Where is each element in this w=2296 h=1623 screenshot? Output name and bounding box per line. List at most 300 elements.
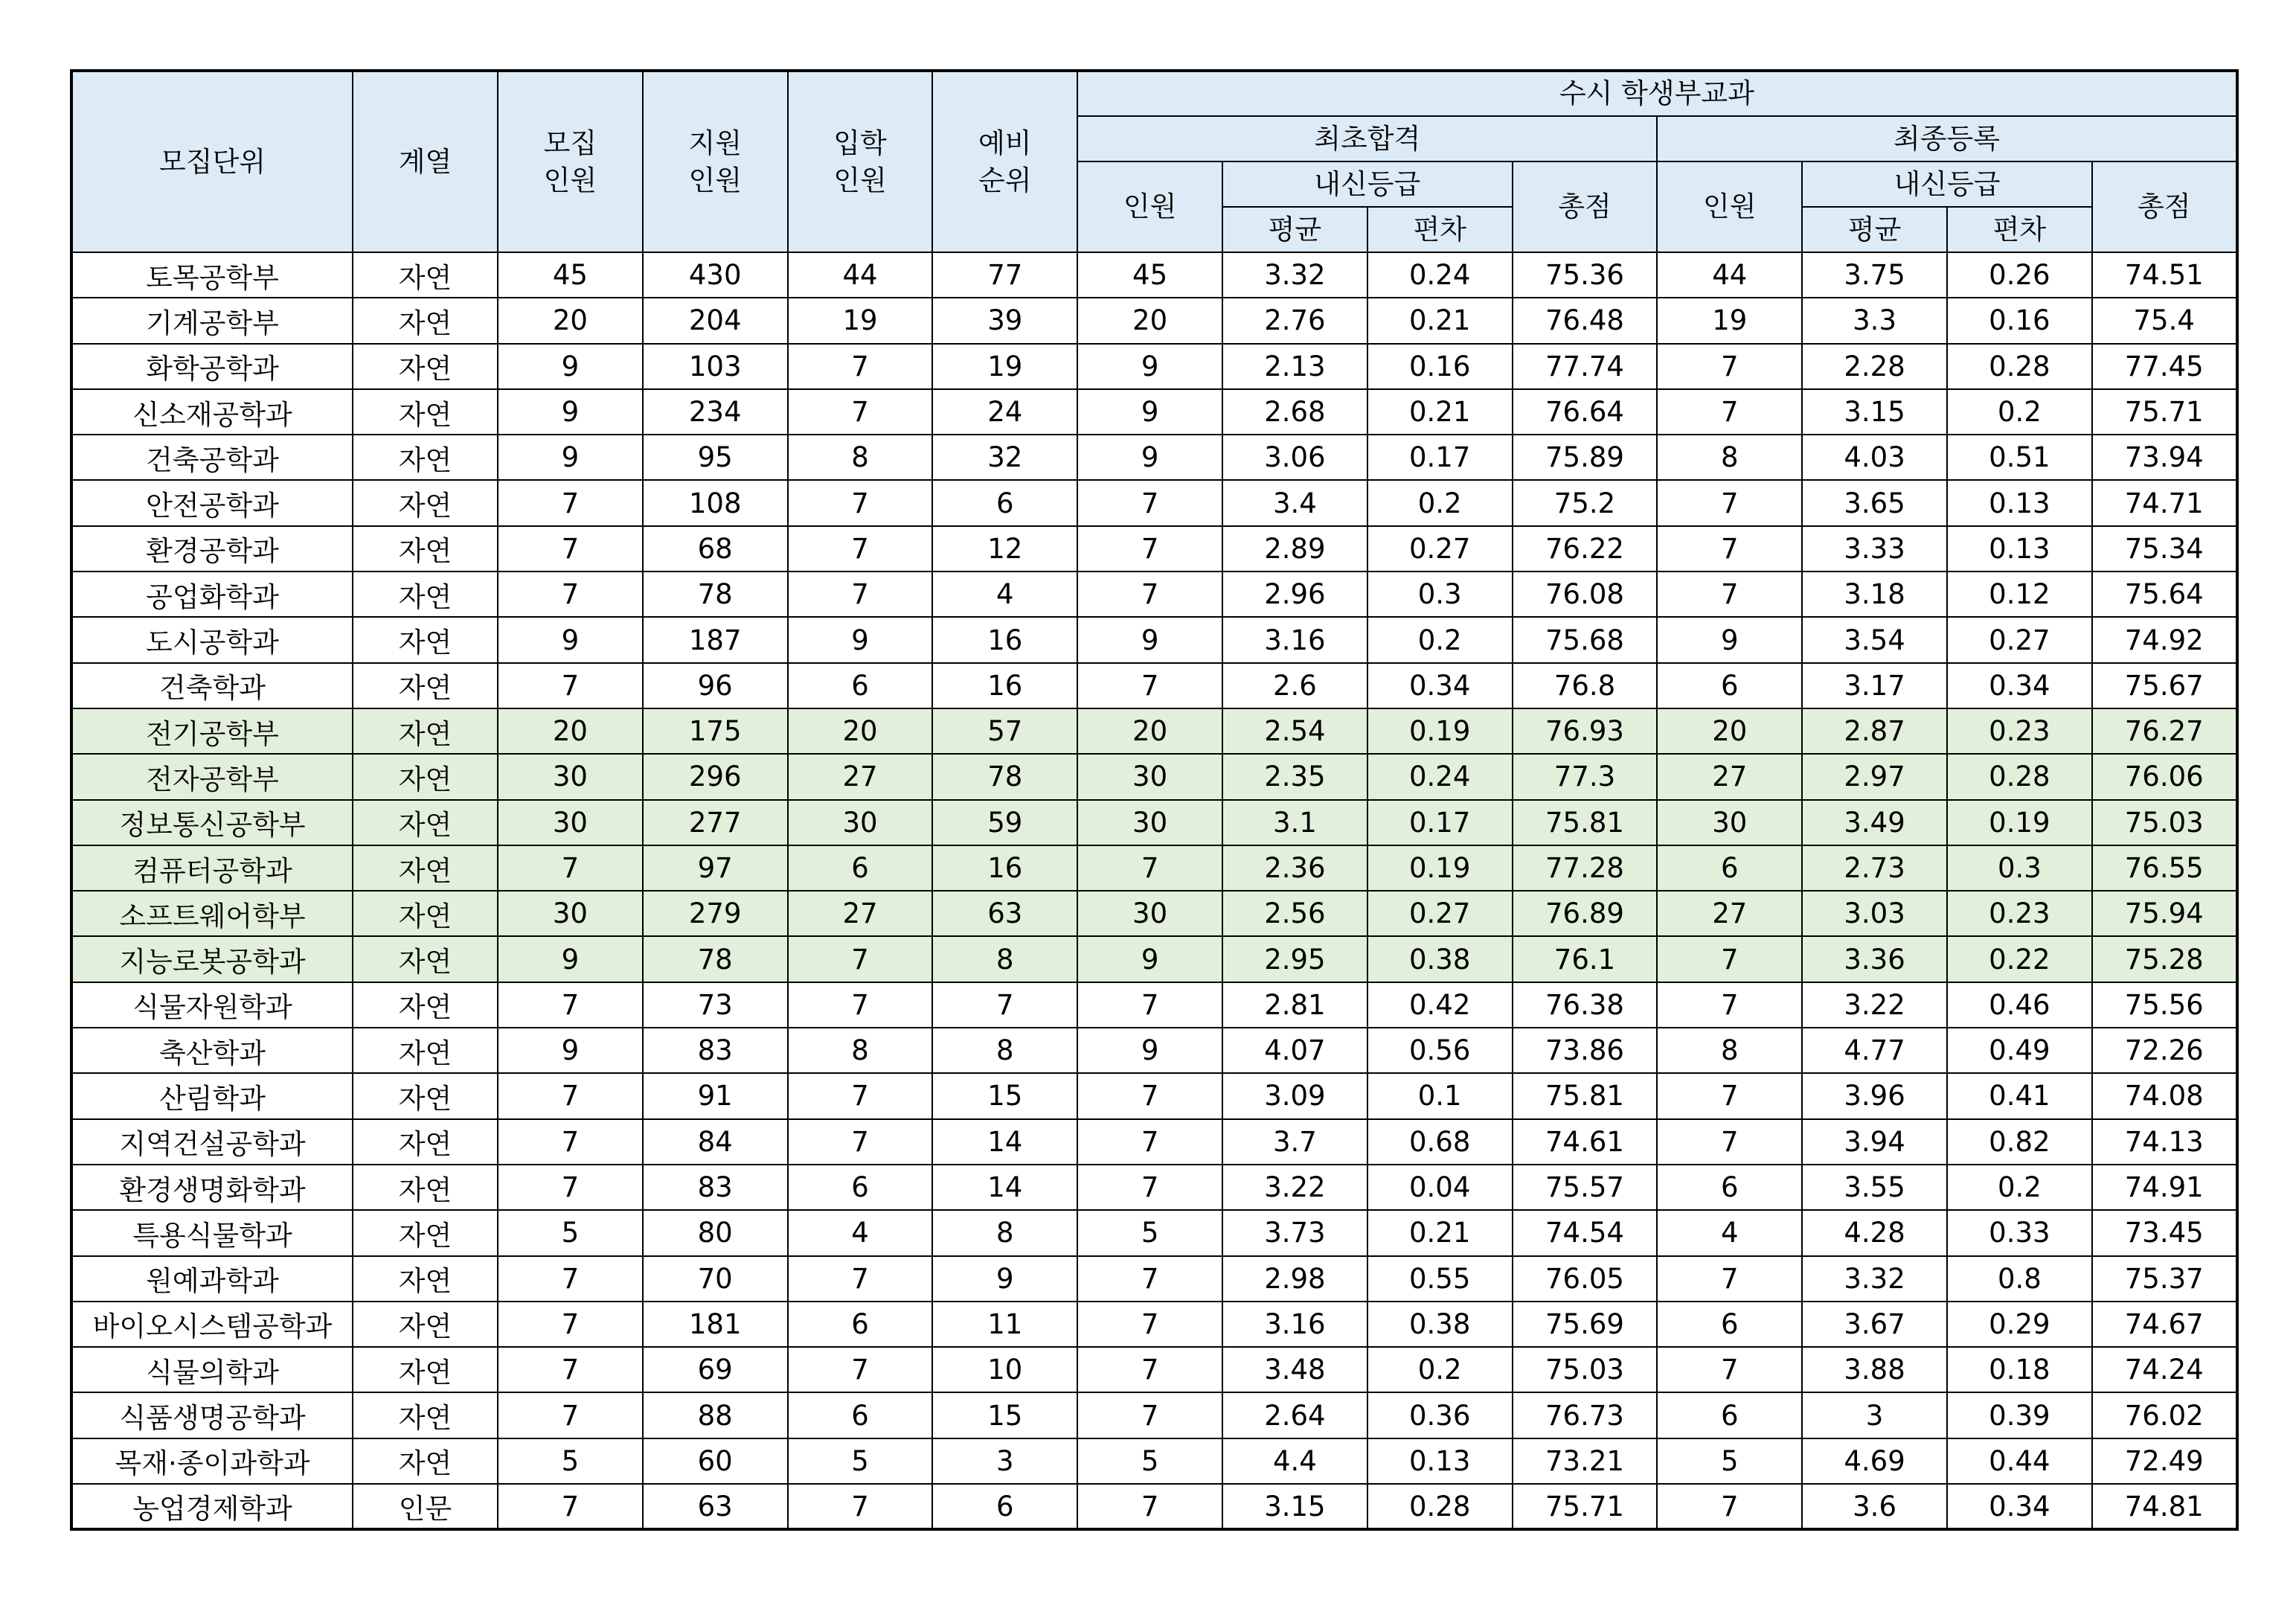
cell-admitted: 7 [788, 1256, 933, 1302]
cell-applicants: 80 [643, 1210, 788, 1255]
cell-final-total: 74.51 [2092, 252, 2237, 298]
cell-quota: 9 [498, 389, 643, 435]
cell-track: 자연 [353, 298, 498, 343]
cell-first-avg: 4.07 [1222, 1028, 1367, 1073]
cell-waitlist: 16 [932, 663, 1077, 708]
table-row [71, 435, 2237, 480]
cell-final-dev: 0.44 [1947, 1438, 2092, 1484]
cell-final-dev: 0.29 [1947, 1302, 2092, 1347]
cell-admitted: 27 [788, 891, 933, 936]
cell-first-avg: 3.15 [1222, 1484, 1367, 1529]
cell-first-avg: 3.32 [1222, 252, 1367, 298]
admission-results-page [70, 69, 2232, 1531]
cell-track: 자연 [353, 1438, 498, 1484]
cell-quota: 20 [498, 298, 643, 343]
cell-final-avg: 3.17 [1802, 663, 1947, 708]
header-admitted-line1: 입학 [833, 127, 887, 159]
table-row [71, 572, 2237, 617]
cell-track: 자연 [353, 252, 498, 298]
cell-final-total: 75.56 [2092, 982, 2237, 1028]
cell-track: 자연 [353, 526, 498, 572]
table-row [71, 1484, 2237, 1529]
cell-first-avg: 3.09 [1222, 1073, 1367, 1118]
cell-waitlist: 8 [932, 936, 1077, 982]
cell-quota: 9 [498, 344, 643, 389]
cell-final-dev: 0.49 [1947, 1028, 2092, 1073]
cell-unit: 건축학과 [71, 663, 353, 708]
cell-final-count: 7 [1657, 1256, 1802, 1302]
header-first-grade: 내신등급 [1222, 161, 1513, 207]
cell-final-dev: 0.27 [1947, 617, 2092, 662]
cell-first-count: 20 [1077, 708, 1222, 754]
cell-admitted: 6 [788, 1165, 933, 1210]
cell-first-avg: 4.4 [1222, 1438, 1367, 1484]
header-group: 수시 학생부교과 [1077, 71, 2236, 116]
cell-final-total: 74.08 [2092, 1073, 2237, 1118]
cell-first-dev: 0.27 [1367, 526, 1513, 572]
cell-quota: 7 [498, 1302, 643, 1347]
cell-applicants: 78 [643, 572, 788, 617]
cell-first-count: 30 [1077, 891, 1222, 936]
cell-first-count: 7 [1077, 663, 1222, 708]
cell-waitlist: 57 [932, 708, 1077, 754]
cell-unit: 식품생명공학과 [71, 1392, 353, 1438]
header-first-avg: 평균 [1222, 207, 1367, 252]
cell-waitlist: 14 [932, 1165, 1077, 1210]
cell-final-dev: 0.41 [1947, 1073, 2092, 1118]
cell-quota: 7 [498, 1347, 643, 1392]
header-first-pass: 최초합격 [1077, 116, 1657, 161]
cell-applicants: 97 [643, 845, 788, 891]
cell-admitted: 6 [788, 845, 933, 891]
cell-track: 자연 [353, 936, 498, 982]
cell-first-avg: 3.73 [1222, 1210, 1367, 1255]
cell-waitlist: 11 [932, 1302, 1077, 1347]
cell-first-total: 74.54 [1513, 1210, 1658, 1255]
cell-applicants: 70 [643, 1256, 788, 1302]
cell-track: 자연 [353, 1347, 498, 1392]
cell-final-dev: 0.13 [1947, 526, 2092, 572]
table-row [71, 800, 2237, 845]
table-row [71, 754, 2237, 799]
cell-first-dev: 0.56 [1367, 1028, 1513, 1073]
table-row [71, 389, 2237, 435]
cell-first-total: 75.68 [1513, 617, 1658, 662]
cell-applicants: 204 [643, 298, 788, 343]
cell-first-total: 76.73 [1513, 1392, 1658, 1438]
cell-first-dev: 0.2 [1367, 1347, 1513, 1392]
cell-unit: 바이오시스템공학과 [71, 1302, 353, 1347]
cell-quota: 7 [498, 1119, 643, 1165]
cell-final-count: 27 [1657, 891, 1802, 936]
cell-first-dev: 0.19 [1367, 845, 1513, 891]
table-row [71, 1165, 2237, 1210]
cell-track: 자연 [353, 891, 498, 936]
header-first-count: 인원 [1077, 161, 1222, 252]
cell-applicants: 279 [643, 891, 788, 936]
cell-final-avg: 4.03 [1802, 435, 1947, 480]
cell-unit: 기계공학부 [71, 298, 353, 343]
table-row [71, 1028, 2237, 1073]
cell-unit: 식물자원학과 [71, 982, 353, 1028]
cell-first-dev: 0.3 [1367, 572, 1513, 617]
cell-first-dev: 0.2 [1367, 480, 1513, 525]
cell-first-dev: 0.1 [1367, 1073, 1513, 1118]
cell-first-avg: 3.06 [1222, 435, 1367, 480]
cell-final-count: 8 [1657, 435, 1802, 480]
cell-final-dev: 0.51 [1947, 435, 2092, 480]
cell-final-total: 75.94 [2092, 891, 2237, 936]
cell-admitted: 7 [788, 344, 933, 389]
cell-waitlist: 77 [932, 252, 1077, 298]
cell-unit: 전기공학부 [71, 708, 353, 754]
cell-final-dev: 0.16 [1947, 298, 2092, 343]
cell-first-dev: 0.04 [1367, 1165, 1513, 1210]
cell-final-count: 6 [1657, 1165, 1802, 1210]
cell-unit: 지능로봇공학과 [71, 936, 353, 982]
cell-final-count: 7 [1657, 1119, 1802, 1165]
cell-track: 자연 [353, 1028, 498, 1073]
cell-final-count: 7 [1657, 936, 1802, 982]
cell-first-count: 7 [1077, 572, 1222, 617]
header-final-total: 총점 [2092, 161, 2237, 252]
cell-final-total: 73.45 [2092, 1210, 2237, 1255]
header-admitted-line2: 인원 [833, 164, 887, 196]
cell-unit: 건축공학과 [71, 435, 353, 480]
cell-final-count: 19 [1657, 298, 1802, 343]
table-row [71, 1210, 2237, 1255]
cell-final-total: 75.03 [2092, 800, 2237, 845]
table-row [71, 1302, 2237, 1347]
table-body [71, 252, 2237, 1529]
cell-final-count: 7 [1657, 1484, 1802, 1529]
cell-final-total: 72.26 [2092, 1028, 2237, 1073]
cell-final-count: 6 [1657, 1302, 1802, 1347]
cell-first-dev: 0.42 [1367, 982, 1513, 1028]
table-row [71, 480, 2237, 525]
cell-quota: 7 [498, 1165, 643, 1210]
cell-first-total: 77.74 [1513, 344, 1658, 389]
cell-first-avg: 2.81 [1222, 982, 1367, 1028]
cell-first-total: 74.61 [1513, 1119, 1658, 1165]
cell-applicants: 88 [643, 1392, 788, 1438]
cell-final-total: 75.4 [2092, 298, 2237, 343]
table-row [71, 845, 2237, 891]
cell-first-count: 7 [1077, 526, 1222, 572]
cell-first-count: 9 [1077, 617, 1222, 662]
table-row [71, 1256, 2237, 1302]
cell-quota: 7 [498, 663, 643, 708]
cell-final-count: 4 [1657, 1210, 1802, 1255]
cell-track: 자연 [353, 1210, 498, 1255]
cell-first-avg: 3.16 [1222, 1302, 1367, 1347]
cell-quota: 9 [498, 936, 643, 982]
cell-waitlist: 32 [932, 435, 1077, 480]
cell-first-avg: 2.36 [1222, 845, 1367, 891]
cell-unit: 정보통신공학부 [71, 800, 353, 845]
cell-final-count: 7 [1657, 526, 1802, 572]
cell-final-count: 7 [1657, 344, 1802, 389]
cell-final-dev: 0.13 [1947, 480, 2092, 525]
cell-final-dev: 0.39 [1947, 1392, 2092, 1438]
cell-first-total: 76.1 [1513, 936, 1658, 982]
cell-first-total: 76.64 [1513, 389, 1658, 435]
cell-final-avg: 2.73 [1802, 845, 1947, 891]
cell-final-total: 75.71 [2092, 389, 2237, 435]
cell-first-avg: 3.22 [1222, 1165, 1367, 1210]
cell-final-count: 6 [1657, 663, 1802, 708]
cell-waitlist: 16 [932, 617, 1077, 662]
cell-final-dev: 0.82 [1947, 1119, 2092, 1165]
cell-waitlist: 14 [932, 1119, 1077, 1165]
cell-waitlist: 10 [932, 1347, 1077, 1392]
cell-first-count: 5 [1077, 1210, 1222, 1255]
cell-final-dev: 0.22 [1947, 936, 2092, 982]
cell-unit: 목재·종이과학과 [71, 1438, 353, 1484]
cell-admitted: 6 [788, 1302, 933, 1347]
cell-first-dev: 0.21 [1367, 298, 1513, 343]
cell-quota: 7 [498, 526, 643, 572]
cell-waitlist: 24 [932, 389, 1077, 435]
cell-applicants: 103 [643, 344, 788, 389]
cell-final-dev: 0.2 [1947, 389, 2092, 435]
table-row [71, 1392, 2237, 1438]
header-first-total: 총점 [1513, 161, 1658, 252]
header-waitlist [932, 71, 1077, 252]
cell-final-dev: 0.12 [1947, 572, 2092, 617]
cell-unit: 소프트웨어학부 [71, 891, 353, 936]
cell-quota: 7 [498, 1256, 643, 1302]
table-row [71, 1347, 2237, 1392]
cell-first-total: 76.48 [1513, 298, 1658, 343]
cell-first-avg: 2.6 [1222, 663, 1367, 708]
cell-admitted: 4 [788, 1210, 933, 1255]
cell-final-avg: 3.32 [1802, 1256, 1947, 1302]
cell-first-avg: 2.76 [1222, 298, 1367, 343]
cell-admitted: 6 [788, 1392, 933, 1438]
cell-admitted: 8 [788, 1028, 933, 1073]
cell-applicants: 277 [643, 800, 788, 845]
cell-applicants: 108 [643, 480, 788, 525]
cell-waitlist: 9 [932, 1256, 1077, 1302]
cell-first-dev: 0.24 [1367, 754, 1513, 799]
cell-first-dev: 0.16 [1367, 344, 1513, 389]
cell-first-dev: 0.55 [1367, 1256, 1513, 1302]
table-row [71, 1119, 2237, 1165]
cell-first-total: 77.3 [1513, 754, 1658, 799]
cell-final-dev: 0.28 [1947, 344, 2092, 389]
cell-first-count: 7 [1077, 845, 1222, 891]
cell-unit: 공업화학과 [71, 572, 353, 617]
cell-unit: 축산학과 [71, 1028, 353, 1073]
table-row [71, 891, 2237, 936]
cell-applicants: 84 [643, 1119, 788, 1165]
cell-final-avg: 3.49 [1802, 800, 1947, 845]
cell-admitted: 20 [788, 708, 933, 754]
cell-waitlist: 78 [932, 754, 1077, 799]
header-quota [498, 71, 643, 252]
cell-first-dev: 0.13 [1367, 1438, 1513, 1484]
cell-final-avg: 3.3 [1802, 298, 1947, 343]
cell-final-avg: 3.65 [1802, 480, 1947, 525]
header-applicants-line1: 지원 [688, 127, 742, 159]
cell-applicants: 430 [643, 252, 788, 298]
cell-unit: 컴퓨터공학과 [71, 845, 353, 891]
cell-first-total: 76.05 [1513, 1256, 1658, 1302]
cell-final-avg: 4.77 [1802, 1028, 1947, 1073]
cell-final-avg: 3.18 [1802, 572, 1947, 617]
cell-first-avg: 2.35 [1222, 754, 1367, 799]
table-header [71, 71, 2237, 252]
cell-final-avg: 3.54 [1802, 617, 1947, 662]
table-row [71, 663, 2237, 708]
cell-admitted: 27 [788, 754, 933, 799]
cell-unit: 농업경제학과 [71, 1484, 353, 1529]
cell-final-avg: 4.28 [1802, 1210, 1947, 1255]
cell-final-total: 73.94 [2092, 435, 2237, 480]
table-row [71, 617, 2237, 662]
cell-first-count: 5 [1077, 1438, 1222, 1484]
cell-first-avg: 3.16 [1222, 617, 1367, 662]
cell-track: 자연 [353, 435, 498, 480]
cell-final-total: 77.45 [2092, 344, 2237, 389]
cell-unit: 신소재공학과 [71, 389, 353, 435]
cell-final-dev: 0.28 [1947, 754, 2092, 799]
cell-first-count: 7 [1077, 1302, 1222, 1347]
cell-first-count: 9 [1077, 435, 1222, 480]
cell-admitted: 6 [788, 663, 933, 708]
cell-first-avg: 2.96 [1222, 572, 1367, 617]
cell-admitted: 7 [788, 572, 933, 617]
cell-final-total: 75.64 [2092, 572, 2237, 617]
cell-final-count: 8 [1657, 1028, 1802, 1073]
cell-final-dev: 0.23 [1947, 891, 2092, 936]
cell-admitted: 7 [788, 982, 933, 1028]
cell-first-avg: 2.13 [1222, 344, 1367, 389]
cell-final-dev: 0.26 [1947, 252, 2092, 298]
cell-first-total: 75.81 [1513, 800, 1658, 845]
cell-track: 자연 [353, 800, 498, 845]
cell-final-total: 74.92 [2092, 617, 2237, 662]
cell-first-count: 9 [1077, 1028, 1222, 1073]
cell-waitlist: 3 [932, 1438, 1077, 1484]
header-waitlist-line1: 예비 [978, 127, 1032, 159]
cell-first-avg: 2.95 [1222, 936, 1367, 982]
cell-final-avg: 3.75 [1802, 252, 1947, 298]
cell-applicants: 181 [643, 1302, 788, 1347]
cell-unit: 화학공학과 [71, 344, 353, 389]
cell-first-count: 9 [1077, 389, 1222, 435]
cell-final-avg: 3.96 [1802, 1073, 1947, 1118]
cell-final-avg: 3.6 [1802, 1484, 1947, 1529]
cell-first-total: 75.81 [1513, 1073, 1658, 1118]
cell-final-total: 75.28 [2092, 936, 2237, 982]
cell-final-dev: 0.8 [1947, 1256, 2092, 1302]
cell-first-avg: 3.48 [1222, 1347, 1367, 1392]
cell-final-total: 76.06 [2092, 754, 2237, 799]
cell-admitted: 7 [788, 1484, 933, 1529]
cell-first-dev: 0.2 [1367, 617, 1513, 662]
cell-first-count: 9 [1077, 344, 1222, 389]
cell-applicants: 296 [643, 754, 788, 799]
cell-first-count: 30 [1077, 754, 1222, 799]
table-row [71, 708, 2237, 754]
cell-final-dev: 0.19 [1947, 800, 2092, 845]
cell-track: 자연 [353, 480, 498, 525]
cell-admitted: 8 [788, 435, 933, 480]
cell-first-avg: 2.98 [1222, 1256, 1367, 1302]
cell-first-avg: 2.54 [1222, 708, 1367, 754]
cell-track: 자연 [353, 1165, 498, 1210]
table-row [71, 1073, 2237, 1118]
cell-quota: 7 [498, 480, 643, 525]
header-applicants [643, 71, 788, 252]
cell-admitted: 7 [788, 389, 933, 435]
cell-final-avg: 4.69 [1802, 1438, 1947, 1484]
cell-quota: 9 [498, 1028, 643, 1073]
cell-final-count: 7 [1657, 1073, 1802, 1118]
cell-first-count: 20 [1077, 298, 1222, 343]
cell-track: 자연 [353, 1392, 498, 1438]
cell-first-avg: 2.89 [1222, 526, 1367, 572]
cell-unit: 특용식물학과 [71, 1210, 353, 1255]
cell-first-dev: 0.38 [1367, 936, 1513, 982]
cell-final-avg: 3.36 [1802, 936, 1947, 982]
cell-first-total: 76.38 [1513, 982, 1658, 1028]
cell-first-dev: 0.17 [1367, 800, 1513, 845]
cell-waitlist: 15 [932, 1392, 1077, 1438]
cell-waitlist: 6 [932, 480, 1077, 525]
header-admitted [788, 71, 933, 252]
cell-waitlist: 6 [932, 1484, 1077, 1529]
cell-final-dev: 0.2 [1947, 1165, 2092, 1210]
cell-final-count: 9 [1657, 617, 1802, 662]
cell-final-count: 7 [1657, 982, 1802, 1028]
cell-first-dev: 0.17 [1367, 435, 1513, 480]
cell-admitted: 9 [788, 617, 933, 662]
cell-first-count: 45 [1077, 252, 1222, 298]
cell-track: 자연 [353, 1119, 498, 1165]
cell-track: 자연 [353, 1302, 498, 1347]
header-quota-line1: 모집 [543, 127, 597, 159]
cell-admitted: 7 [788, 1119, 933, 1165]
cell-final-dev: 0.3 [1947, 845, 2092, 891]
cell-first-total: 76.8 [1513, 663, 1658, 708]
cell-final-count: 7 [1657, 480, 1802, 525]
cell-final-avg: 3.15 [1802, 389, 1947, 435]
cell-admitted: 7 [788, 526, 933, 572]
cell-applicants: 68 [643, 526, 788, 572]
cell-final-dev: 0.46 [1947, 982, 2092, 1028]
cell-applicants: 78 [643, 936, 788, 982]
cell-quota: 45 [498, 252, 643, 298]
cell-first-avg: 3.1 [1222, 800, 1367, 845]
cell-first-avg: 3.4 [1222, 480, 1367, 525]
cell-final-total: 74.67 [2092, 1302, 2237, 1347]
cell-unit: 토목공학부 [71, 252, 353, 298]
cell-final-count: 27 [1657, 754, 1802, 799]
cell-track: 자연 [353, 845, 498, 891]
cell-waitlist: 4 [932, 572, 1077, 617]
cell-final-total: 76.02 [2092, 1392, 2237, 1438]
cell-applicants: 83 [643, 1165, 788, 1210]
cell-first-total: 75.2 [1513, 480, 1658, 525]
header-waitlist-line2: 순위 [978, 164, 1032, 196]
cell-first-avg: 2.56 [1222, 891, 1367, 936]
cell-waitlist: 12 [932, 526, 1077, 572]
cell-quota: 9 [498, 435, 643, 480]
cell-applicants: 69 [643, 1347, 788, 1392]
